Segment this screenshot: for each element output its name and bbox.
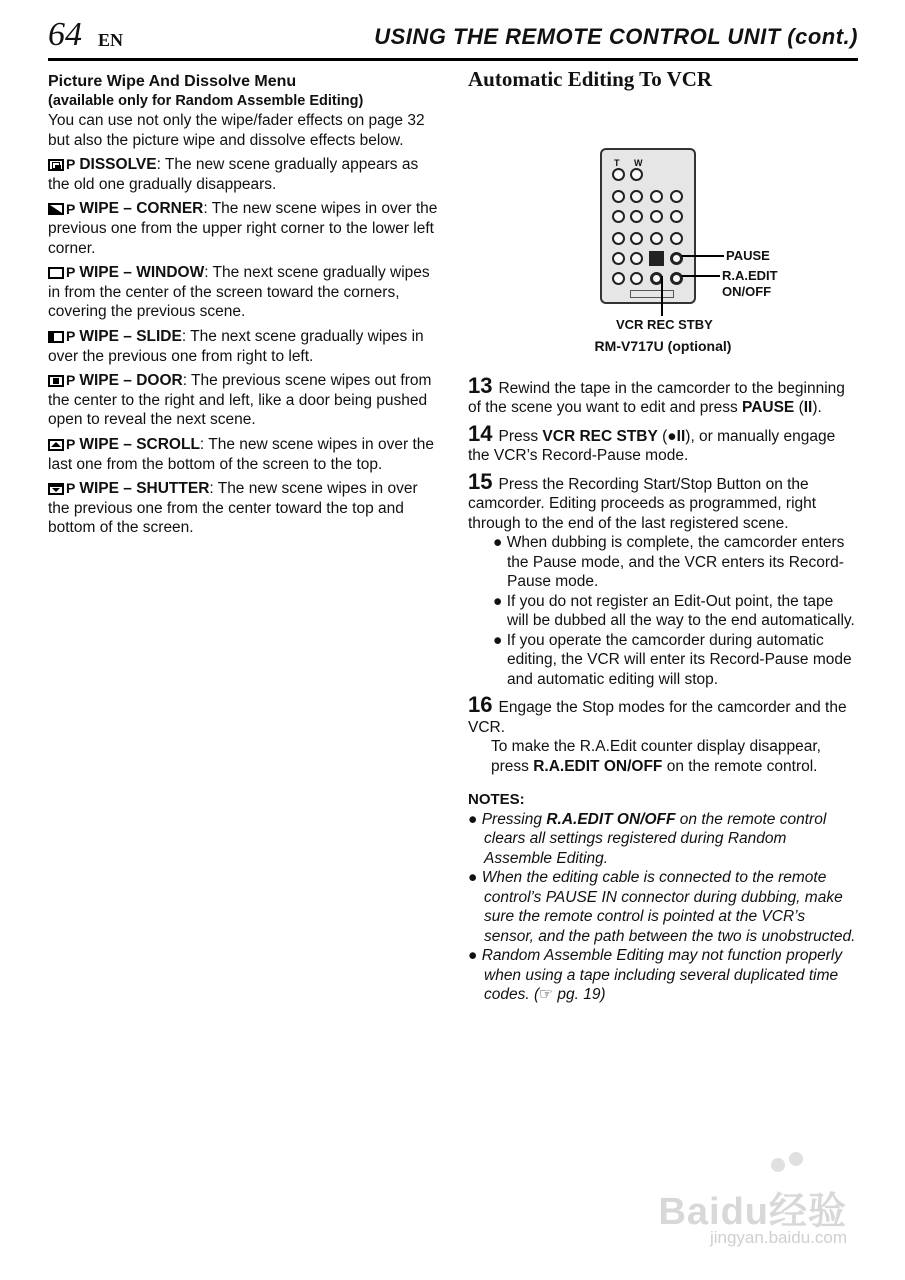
pause-label: PAUSE bbox=[726, 247, 770, 263]
effect-wipe-window: P WIPE – WINDOW: The next scene gradually wipes in from the center of the screen toward the corners, covering the previous scene. bbox=[48, 264, 430, 321]
watermark bbox=[647, 1150, 847, 1250]
remote-button bbox=[612, 190, 625, 203]
note-item: ● Pressing R.A.EDIT ON/OFF on the remote control clears all settings registered during Random Assemble Editing. bbox=[468, 810, 827, 867]
remote-button bbox=[612, 272, 625, 285]
remote-control bbox=[600, 148, 696, 304]
remote-button bbox=[650, 210, 663, 223]
ra-edit-label: R.A.EDIT bbox=[722, 267, 778, 283]
pause-pointer bbox=[682, 255, 724, 257]
effect-wipe-scroll: P WIPE – SCROLL: The new scene wipes in over the last one from the bottom of the screen to the top. bbox=[48, 435, 434, 473]
effect-dissolve: P DISSOLVE: The new scene gradually appears as the old one gradually disappears. bbox=[48, 156, 419, 193]
paw-icon bbox=[771, 1158, 785, 1172]
remote-button bbox=[630, 272, 643, 285]
watermark-url: jingyan.baidu.com bbox=[709, 1228, 847, 1247]
effect-wipe-door: P WIPE – DOOR: The previous scene wipes out from the center to the right and left, like a door being pushed open to reveal the next scene. bbox=[48, 372, 432, 429]
zoom-t-button bbox=[612, 168, 625, 181]
remote-button bbox=[650, 190, 663, 203]
note-item: ● When the editing cable is connected to the remote control’s PAUSE IN connector during dubbing, make sure the remote control is pointed at the VCR’s sensor, and the path between the two is unobstructed. bbox=[468, 869, 856, 945]
step-14: 14 Press VCR REC STBY (●II), or manually engage the VCR’s Record-Pause mode. bbox=[468, 420, 836, 464]
w-label: W bbox=[634, 157, 643, 168]
page-number: 64 bbox=[48, 16, 82, 53]
remote-slot bbox=[630, 290, 674, 298]
zoom-w-button bbox=[630, 168, 643, 181]
figure-caption: RM-V717U (optional) bbox=[594, 337, 732, 354]
remote-figure bbox=[468, 104, 858, 354]
remote-button bbox=[650, 232, 663, 245]
effect-wipe-corner: P WIPE – CORNER: The new scene wipes in over the previous one from the upper right corner to the lower left corner. bbox=[48, 200, 438, 257]
wipe-window-icon: P bbox=[48, 263, 75, 283]
step-15: 15 Press the Recording Start/Stop Button on the camcorder. Editing proceeds as programmed, right through to the end of the last registered scene. ● When dubbing is complete, the camcorder enters the Pause mode, and the VCR enters its Record-Pause mode. ● If you do not register an Edit-Out point, the tape will be dubbed all the way to the end automatically. ● If you operate the camcorder during automatic editing, the VCR will enter its Record-Pause mode and automatic editing will stop. bbox=[468, 472, 858, 690]
remote-button bbox=[612, 252, 625, 265]
wipe-scroll-icon: P bbox=[48, 435, 75, 455]
vcr-rec-stby-label: VCR REC STBY bbox=[616, 316, 713, 332]
dissolve-icon: P bbox=[48, 155, 75, 175]
wipe-shutter-icon: P bbox=[48, 479, 75, 499]
ra-edit-button bbox=[670, 272, 683, 285]
remote-button bbox=[630, 210, 643, 223]
left-column bbox=[48, 72, 438, 538]
remote-button bbox=[670, 232, 683, 245]
remote-button bbox=[630, 232, 643, 245]
language-code: EN bbox=[98, 30, 124, 50]
wipe-corner-icon: P bbox=[48, 200, 75, 220]
list-item: ● If you operate the camcorder during automatic editing, the VCR will enter its Record-Pause mode and automatic editing will stop. bbox=[493, 631, 852, 688]
list-item: ● If you do not register an Edit-Out point, the tape will be dubbed all the way to the end automatically. bbox=[493, 592, 855, 629]
wipe-door-icon: P bbox=[48, 371, 75, 391]
step-13: 13 Rewind the tape in the camcorder to the beginning of the scene you want to edit and press PAUSE (II). bbox=[468, 372, 845, 416]
remote-button bbox=[612, 210, 625, 223]
section-subheading: (available only for Random Assemble Editing) bbox=[48, 92, 364, 109]
on-off-label: ON/OFF bbox=[722, 283, 772, 299]
t-label: T bbox=[614, 157, 620, 168]
intro-text: You can use not only the wipe/fader effects on page 32 but also the picture wipe and dissolve effects below. bbox=[48, 112, 425, 149]
remote-button bbox=[649, 251, 664, 266]
remote-button bbox=[670, 210, 683, 223]
notes-heading: NOTES: bbox=[468, 791, 525, 808]
section-title: Automatic Editing To VCR bbox=[468, 67, 713, 91]
right-column bbox=[468, 67, 858, 1005]
effect-wipe-shutter: P WIPE – SHUTTER: The new scene wipes in over the previous one from the center toward the top and bottom of the screen. bbox=[48, 480, 418, 537]
watermark-logo: Baidu经验 bbox=[658, 1191, 847, 1233]
remote-button bbox=[630, 190, 643, 203]
remote-button bbox=[612, 232, 625, 245]
remote-button bbox=[670, 190, 683, 203]
remote-button bbox=[630, 252, 643, 265]
vcr-pointer bbox=[661, 276, 663, 316]
page-title: USING THE REMOTE CONTROL UNIT (cont.) bbox=[374, 24, 858, 49]
wipe-slide-icon: P bbox=[48, 327, 75, 347]
effect-wipe-slide: P WIPE – SLIDE: The next scene gradually wipes in over the previous one from right to left. bbox=[48, 327, 424, 365]
section-heading: Picture Wipe And Dissolve Menu bbox=[48, 73, 297, 90]
pause-button bbox=[670, 252, 683, 265]
page-header bbox=[48, 12, 858, 61]
ra-edit-pointer bbox=[682, 275, 720, 277]
paw-icon bbox=[789, 1152, 803, 1166]
step-16: 16 Engage the Stop modes for the camcorder and the VCR. To make the R.A.Edit counter display disappear, press R.A.EDIT ON/OFF on the remote control. bbox=[468, 692, 847, 775]
list-item: ● When dubbing is complete, the camcorder enters the Pause mode, and the VCR enters its Record-Pause mode. bbox=[493, 534, 845, 590]
note-item: ● Random Assemble Editing may not function properly when using a tape including several duplicated time codes. (☞ pg. 19) bbox=[468, 947, 843, 1003]
